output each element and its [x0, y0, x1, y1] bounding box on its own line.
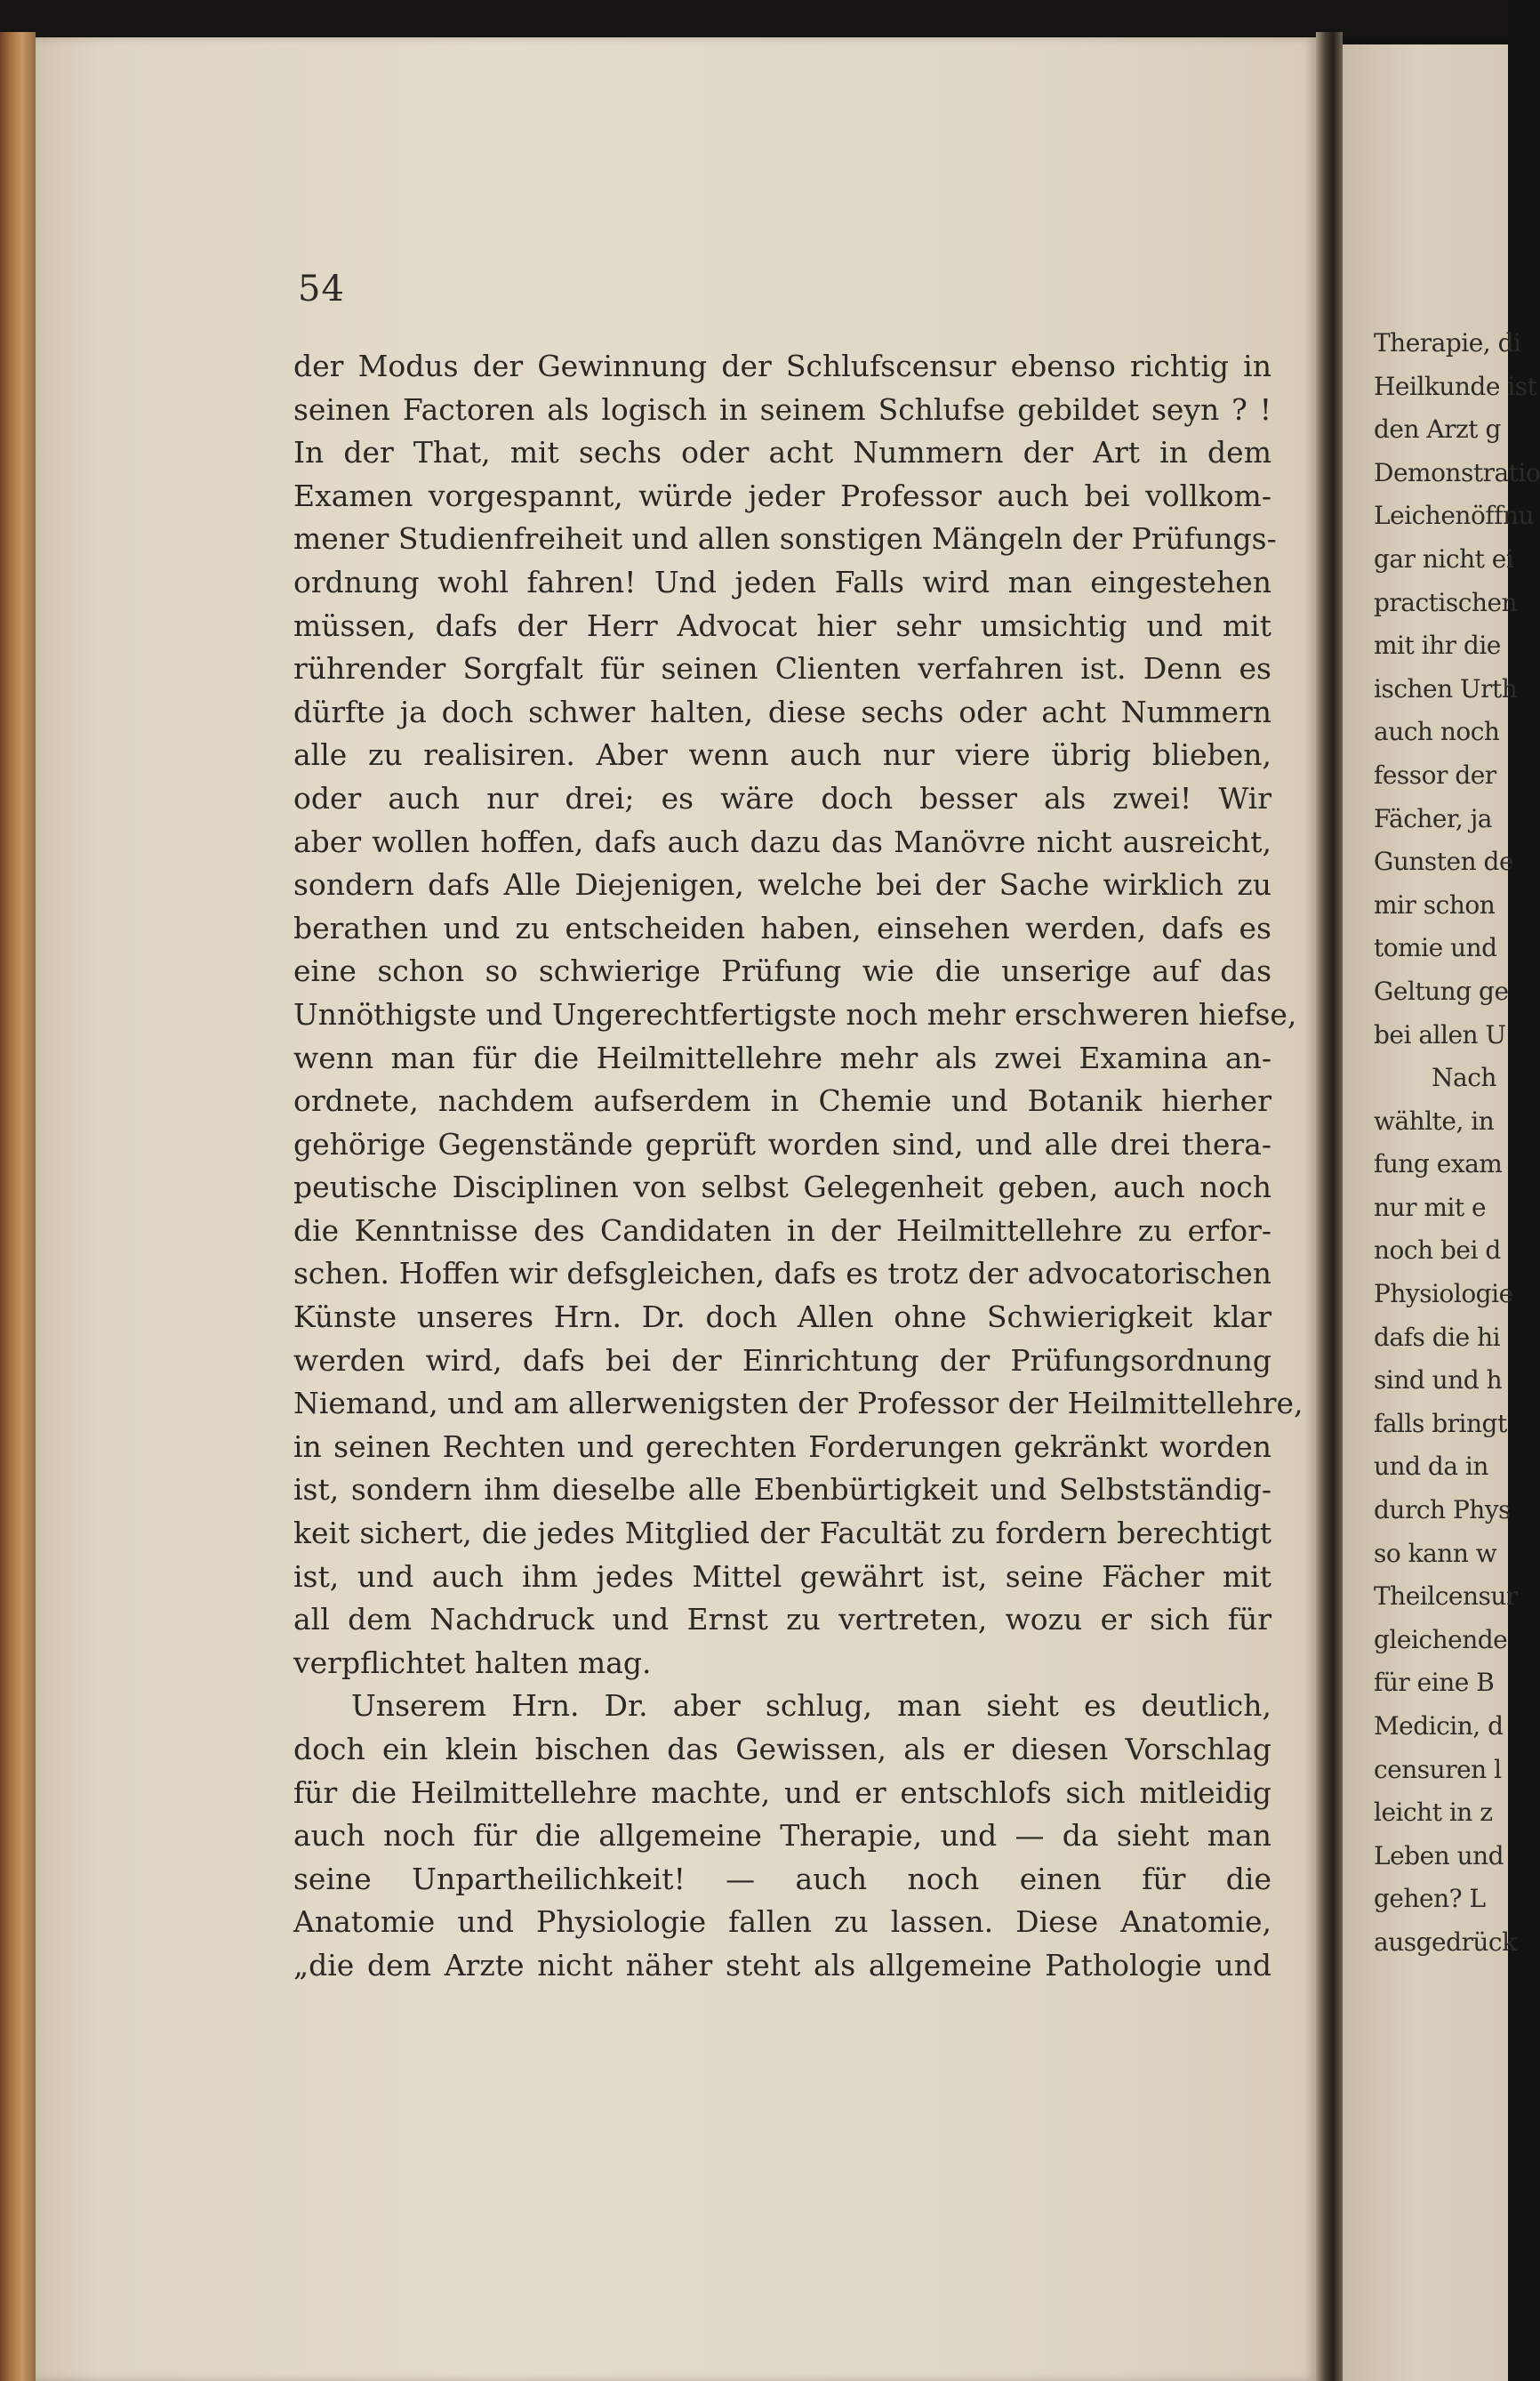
facing-text-line: Fächer, ja	[1374, 803, 1492, 833]
text-line: peutische Disciplinen von selbst Gelegenheit geben, auch noch	[293, 1170, 1271, 1205]
facing-text-line: Nach	[1432, 1063, 1496, 1093]
facing-text-line: wählte, in	[1374, 1106, 1495, 1136]
text-line: ordnete, nachdem aufserdem in Chemie und Botanik hierher	[293, 1083, 1271, 1119]
facing-text-line: Heilkunde ist	[1374, 371, 1537, 401]
facing-text-line: den Arzt g	[1374, 414, 1501, 445]
facing-text-line: mir schon	[1374, 889, 1496, 920]
facing-text-line: gar nicht ei	[1374, 543, 1514, 574]
text-line: ist, und auch ihm jedes Mittel gewährt ist, seine Fächer mit	[293, 1558, 1271, 1594]
text-line: der Modus der Gewinnung der Schlufscensur ebenso richtig in	[293, 349, 1271, 383]
facing-text-line: sind und h	[1374, 1365, 1503, 1396]
facing-text-line: Theilcensur	[1374, 1581, 1518, 1612]
facing-text-line: Leben und	[1374, 1840, 1504, 1870]
facing-text-line: fung exam	[1374, 1149, 1503, 1179]
text-line: oder auch nur drei; es wäre doch besser als zwei! Wir	[293, 780, 1271, 816]
facing-text-line: bei allen U	[1374, 1019, 1506, 1050]
facing-text-line: nur mit e	[1374, 1192, 1487, 1222]
facing-text-line: Gunsten de	[1374, 847, 1514, 877]
text-line: seine Unpartheilichkeit! — auch noch einen für die	[293, 1861, 1271, 1896]
facing-text-line: censuren l	[1374, 1754, 1502, 1784]
facing-text-line: so kann w	[1374, 1538, 1497, 1568]
facing-text-line: leicht in z	[1374, 1798, 1493, 1828]
facing-text-line: Leichenöffnu	[1374, 501, 1535, 531]
facing-text-line: Physiologie	[1374, 1279, 1513, 1309]
text-line: seinen Factoren als logisch in seinem Schlufse gebildet seyn ? !	[293, 391, 1271, 427]
text-line: Unnöthigste und Ungerechtfertigste noch mehr erschweren hiefse,	[293, 996, 1297, 1032]
text-line: die Kenntnisse des Candidaten in der Heilmittellehre zu erfor-	[293, 1212, 1271, 1248]
text-line: eine schon so schwierige Prüfung wie die unserige auf das	[293, 953, 1271, 989]
text-line: schen. Hoffen wir defsgleichen, dafs es trotz der advocatorischen	[293, 1256, 1271, 1291]
text-line: Künste unseres Hrn. Dr. doch Allen ohne Schwierigkeit klar	[293, 1299, 1271, 1335]
scan-background-top	[0, 0, 1508, 37]
text-line: doch ein klein bischen das Gewissen, als er diesen Vorschlag	[293, 1732, 1271, 1766]
facing-text-line: Geltung ge	[1374, 976, 1509, 1006]
text-line: sondern dafs Alle Diejenigen, welche bei der Sache wirklich zu	[293, 867, 1271, 903]
facing-text-line: ischen Urth	[1374, 673, 1518, 704]
text-line: Unserem Hrn. Dr. aber schlug, man sieht es deutlich,	[351, 1688, 1271, 1724]
text-line: in seinen Rechten und gerechten Forderungen gekränkt worden	[293, 1428, 1271, 1464]
text-line: all dem Nachdruck und Ernst zu vertreten, wozu er sich für	[293, 1602, 1271, 1637]
text-line: verpflichtet halten mag.	[293, 1645, 652, 1680]
text-line: ordnung wohl fahren! Und jeden Falls wird man eingestehen	[293, 564, 1271, 599]
text-line: berathen und zu entscheiden haben, einsehen werden, dafs es	[293, 910, 1271, 945]
text-line: für die Heilmittellehre machte, und er entschlofs sich mitleidig	[293, 1774, 1271, 1810]
facing-text-line: durch Phys	[1374, 1495, 1512, 1525]
page-number: 54	[298, 269, 345, 310]
text-line: „die dem Arzte nicht näher steht als allgemeine Pathologie und	[293, 1947, 1271, 1983]
facing-text-line: gleichende	[1374, 1624, 1508, 1654]
facing-text-line: ausgedrück	[1374, 1927, 1517, 1957]
text-line: dürfte ja doch schwer halten, diese sechs oder acht Nummern	[293, 694, 1271, 729]
book-gutter	[1316, 32, 1343, 2381]
facing-text-line: und da in	[1374, 1452, 1488, 1482]
text-line: mener Studienfreiheit und allen sonstigen Mängeln der Prüfungs-	[293, 521, 1277, 557]
text-line: Anatomie und Physiologie fallen zu lassen. Diese Anatomie,	[293, 1904, 1271, 1940]
text-line: alle zu realisiren. Aber wenn auch nur viere übrig blieben,	[293, 737, 1271, 773]
book-cover-edge	[0, 32, 36, 2381]
text-line: auch noch für die allgemeine Therapie, und — da sieht man	[293, 1818, 1271, 1854]
facing-text-line: auch noch	[1374, 717, 1500, 747]
text-line: keit sichert, die jedes Mitglied der Facultät zu fordern berechtigt	[293, 1516, 1271, 1551]
text-line: Examen vorgespannt, würde jeder Professor auch bei vollkom-	[293, 478, 1271, 513]
text-line: Niemand, und am allerwenigsten der Professor der Heilmittellehre,	[293, 1386, 1303, 1421]
facing-text-line: Medicin, d	[1374, 1711, 1504, 1741]
facing-page-text	[1374, 322, 1540, 1965]
text-line: werden wird, dafs bei der Einrichtung der Prüfungsordnung	[293, 1342, 1271, 1378]
text-line: wenn man für die Heilmittellehre mehr als zwei Examina an-	[293, 1040, 1271, 1075]
facing-text-line: Demonstratio	[1374, 457, 1540, 487]
text-line: In der That, mit sechs oder acht Nummern der Art in dem	[293, 435, 1271, 471]
facing-text-line: tomie und	[1374, 933, 1497, 963]
text-line: müssen, dafs der Herr Advocat hier sehr umsichtig und mit	[293, 607, 1271, 643]
text-line: rührender Sorgfalt für seinen Clienten verfahren ist. Denn es	[293, 651, 1271, 687]
facing-text-line: für eine B	[1374, 1668, 1495, 1698]
facing-text-line: dafs die hi	[1374, 1322, 1501, 1352]
facing-text-line: practischen	[1374, 587, 1518, 617]
text-line: aber wollen hoffen, dafs auch dazu das Manövre nicht ausreicht,	[293, 824, 1271, 859]
text-line: ist, sondern ihm dieselbe alle Ebenbürtigkeit und Selbstständig-	[293, 1472, 1271, 1508]
facing-text-line: fessor der	[1374, 760, 1496, 790]
facing-text-line: Therapie, di	[1374, 328, 1521, 358]
facing-text-line: falls bringt	[1374, 1408, 1507, 1438]
body-text	[293, 345, 1303, 1988]
facing-text-line: noch bei d	[1374, 1235, 1501, 1266]
facing-text-line: mit ihr die	[1374, 631, 1501, 661]
text-line: gehörige Gegenstände geprüft worden sind, und alle drei thera-	[293, 1126, 1271, 1162]
facing-text-line: gehen? L	[1374, 1884, 1486, 1914]
